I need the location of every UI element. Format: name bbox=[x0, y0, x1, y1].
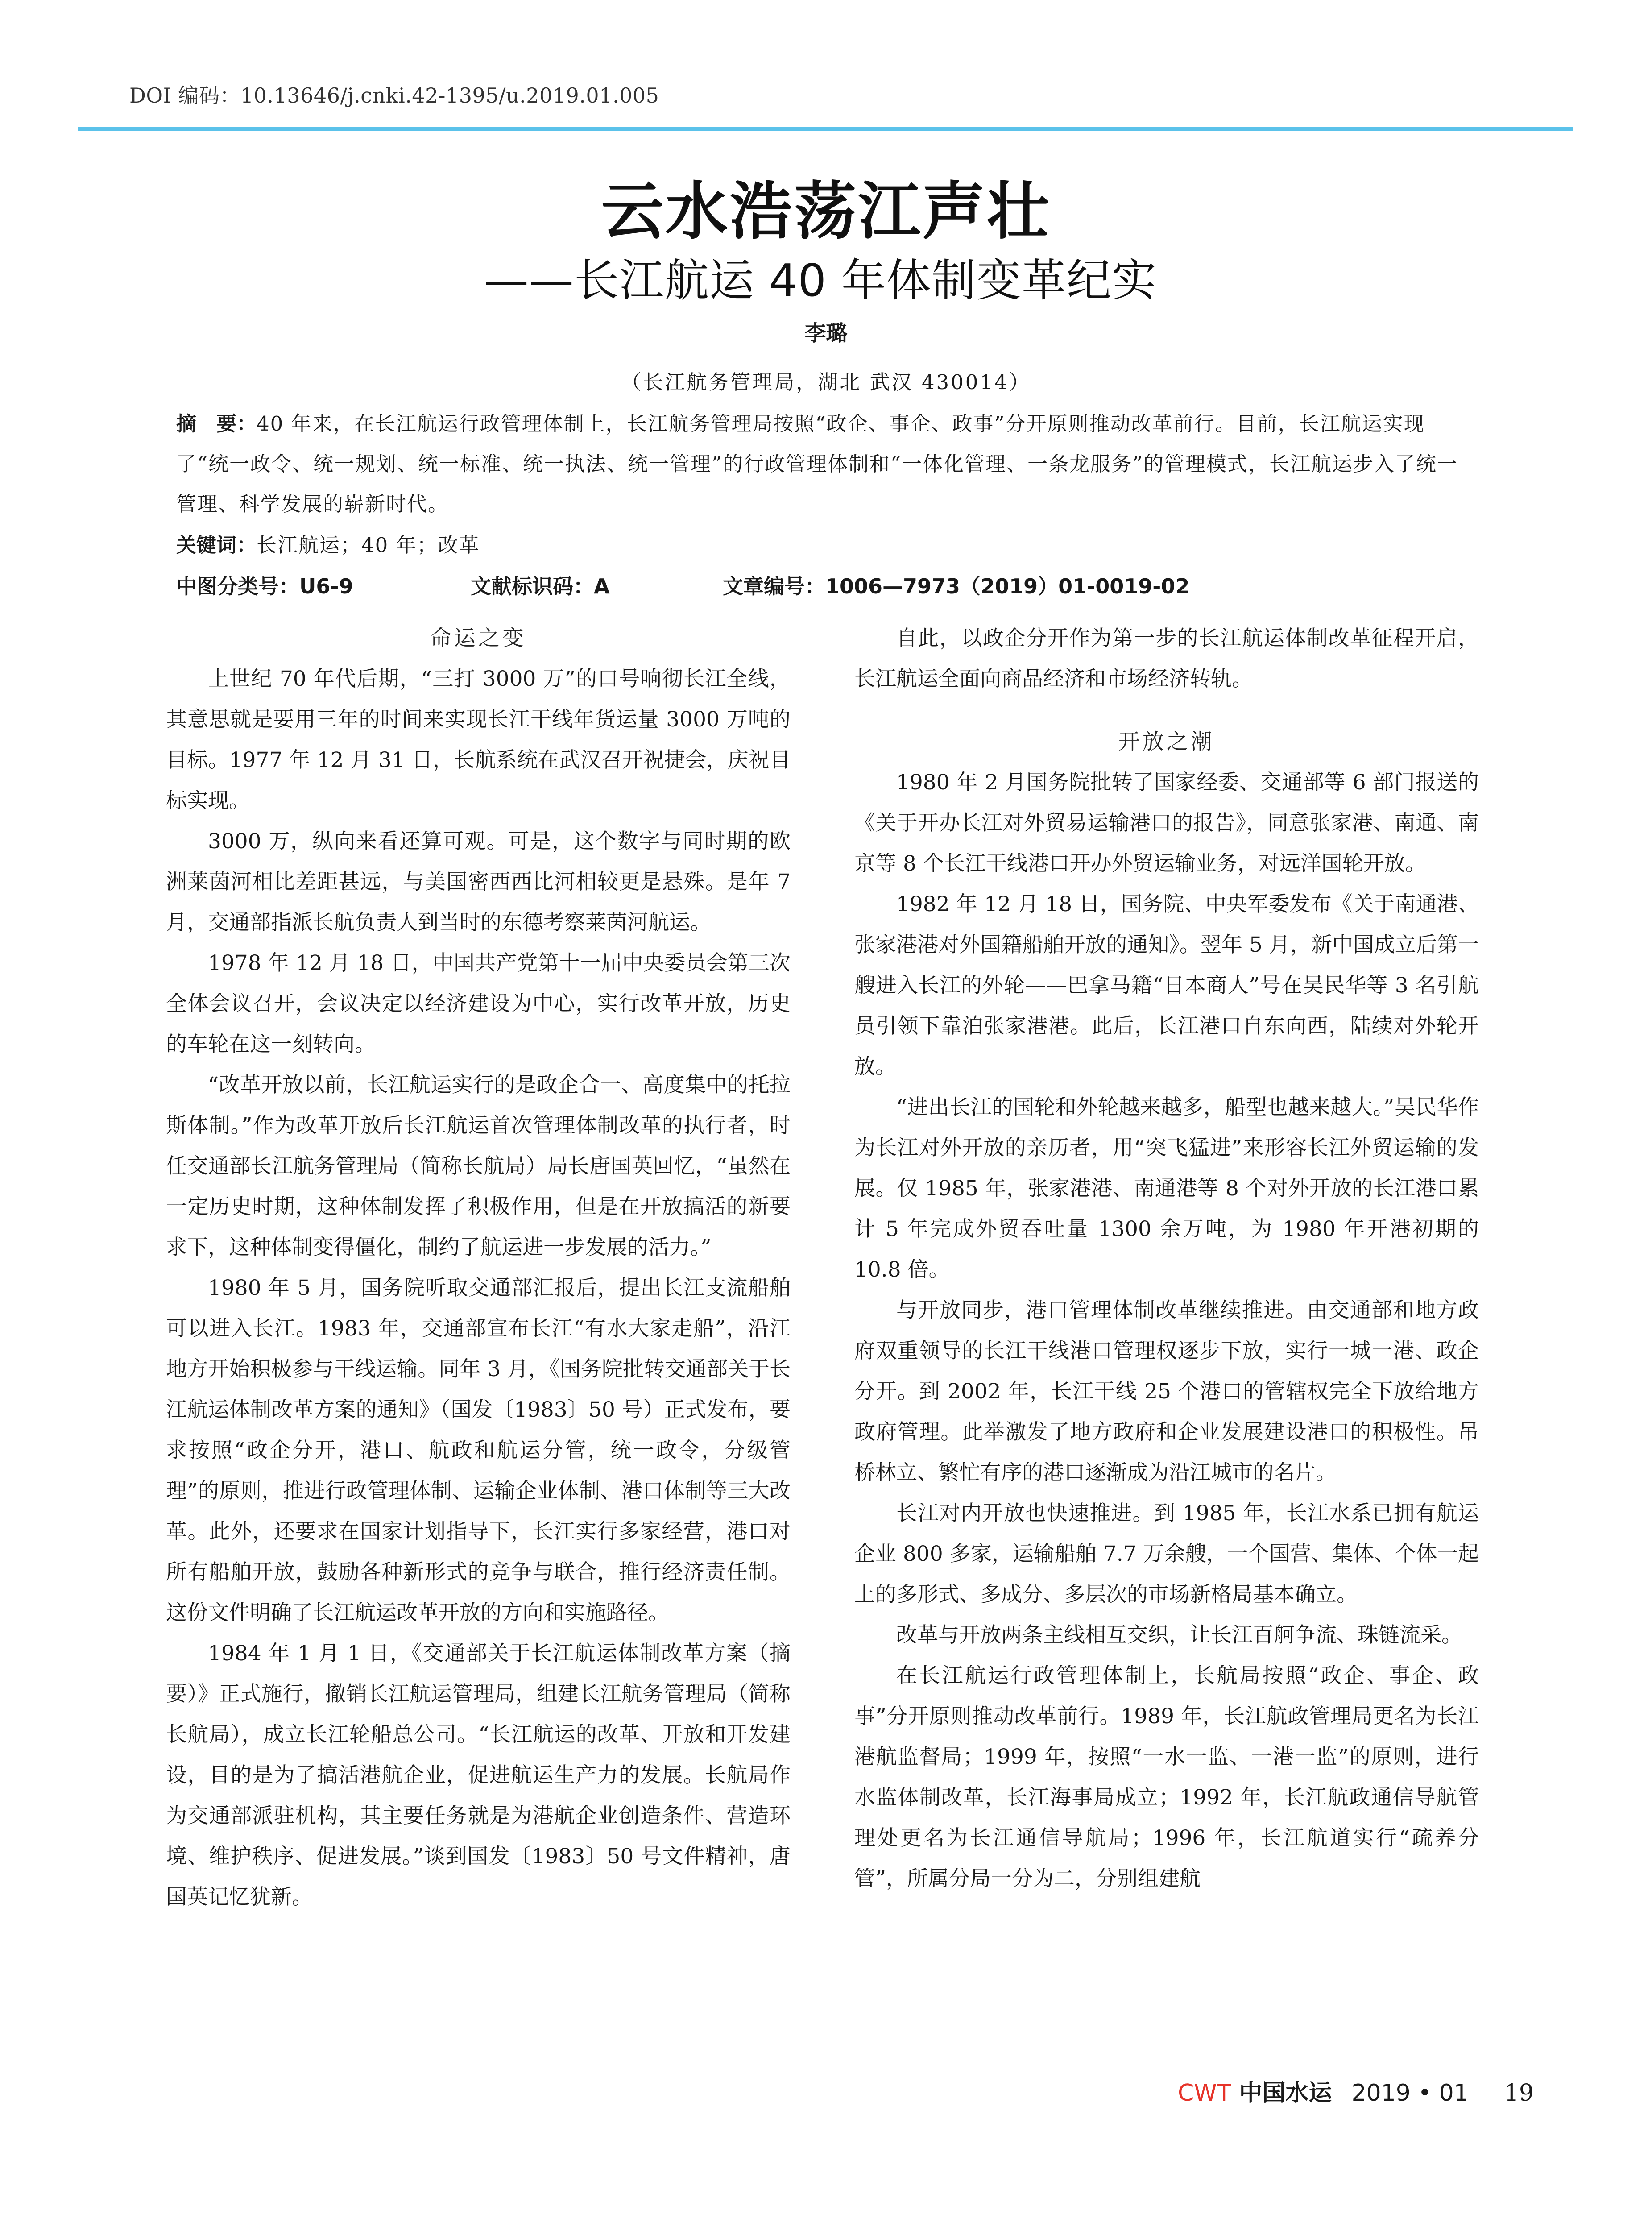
body-paragraph: 自此，以政企分开作为第一步的长江航运体制改革征程开启，长江航运全面向商品经济和市场经济转轨。 bbox=[854, 626, 1479, 691]
body-paragraph: 1980 年 2 月国务院批转了国家经委、交通部等 6 部门报送的《关于开办长江对外贸易运输港口的报告》，同意张家港、南通、南京等 8 个长江干线港口开办外贸运输业务，对远洋国轮开放。 bbox=[854, 770, 1479, 876]
document-code-label: 文献标识码： bbox=[471, 574, 594, 598]
keywords-text: 长江航运；40 年；改革 bbox=[257, 533, 480, 557]
body-paragraph: 长江对内开放也快速推进。到 1985 年，长江水系已拥有航运企业 800 多家，运输船舶 7.7 万余艘，一个国营、集体、个体一起上的多形式、多成分、多层次的市场新格局基本确立。 bbox=[854, 1501, 1479, 1607]
article-author: 李璐 bbox=[804, 321, 848, 346]
keywords bbox=[176, 529, 480, 558]
journal-name: 中国水运 bbox=[1239, 2079, 1332, 2107]
clc-label: 中图分类号： bbox=[176, 574, 299, 598]
abstract-text: 40 年来，在长江航运行政管理体制上，长江航务管理局按照“政企、事企、政事”分开原则推动改革前行。目前，长江航运实现了“统一政令、统一规划、统一标准、统一执法、统一管理”的行政管理体制和“一体化管理、一条龙服务”的管理模式，长江航运步入了统一管理、科学发展的崭新时代。 bbox=[176, 412, 1458, 516]
body-paragraph: 与开放同步，港口管理体制改革继续推进。由交通部和地方政府双重领导的长江干线港口管理权逐步下放，实行一城一港、政企分开。到 2002 年，长江干线 25 个港口的管辖权完全下放给地方政府管理。此举激发了地方政府和企业发展建设港口的积极性。吊桥林立、繁忙有序的港口逐渐成为沿江城市的名片。 bbox=[854, 1298, 1479, 1485]
body-paragraph: 1984 年 1 月 1 日，《交通部关于长江航运体制改革方案（摘要）》正式施行，撤销长江航运管理局，组建长江航务管理局（简称长航局），成立长江轮船总公司。“长江航运的改革、开放和开发建设，目的是为了搞活港航企业，促进航运生产力的发展。长航局作为交通部派驻机构，其主要任务就是为港航企业创造条件、营造环境、维护秩序、促进发展。”谈到国发〔1983〕50 号文件精神，唐国英记忆犹新。 bbox=[166, 1641, 791, 1909]
section-spacer bbox=[854, 699, 1479, 722]
abstract-label: 摘 要： bbox=[176, 412, 257, 435]
article-subtitle: ——长江航运 40 年体制变革纪实 bbox=[484, 254, 1157, 307]
section-heading-opening: 开放之潮 bbox=[1118, 729, 1215, 754]
article-number bbox=[723, 570, 1189, 600]
page-footer bbox=[1178, 2074, 1534, 2107]
page-number: 19 bbox=[1504, 2080, 1534, 2107]
article-number-label: 文章编号： bbox=[723, 574, 825, 598]
document-code bbox=[471, 570, 610, 600]
article-title: 云水浩荡江声壮 bbox=[601, 175, 1051, 248]
clc-number bbox=[176, 570, 353, 600]
header-divider bbox=[78, 127, 1573, 131]
body-paragraph: “进出长江的国轮和外轮越来越多，船型也越来越大。”吴民华作为长江对外开放的亲历者，用“突飞猛进”来形容长江外贸运输的发展。仅 1985 年，张家港港、南通港等 8 个对外开放的长江港口累计 5 年完成外贸吞吐量 1300 余万吨，为 1980 年开港初期的 10.8 倍。 bbox=[854, 1095, 1479, 1282]
abstract bbox=[176, 404, 1474, 524]
clc-value: U6-9 bbox=[299, 574, 353, 598]
section-heading-fate: 命运之变 bbox=[430, 626, 526, 651]
body-paragraph: 3000 万，纵向来看还算可观。可是，这个数字与同时期的欧洲莱茵河相比差距甚远，与美国密西西比河相较更是悬殊。是年 7 月，交通部指派长航负责人到当时的东德考察莱茵河航运。 bbox=[166, 829, 791, 935]
body-paragraph: 1980 年 5 月，国务院听取交通部汇报后，提出长江支流船舶可以进入长江。1983 年，交通部宣布长江“有水大家走船”，沿江地方开始积极参与干线运输。同年 3 月，《国务院批转交通部关于长江航运体制改革方案的通知》（国发〔1983〕50 号）正式发布，要求按照“政企分开，港口、航政和航运分管，统一政令，分级管理”的原则，推进行政管理体制、运输企业体制、港口体制等三大改革。此外，还要求在国家计划指导下，长江实行多家经营，港口对所有船舶开放，鼓励各种新形式的竞争与联合，推行经济责任制。这份文件明确了长江航运改革开放的方向和实施路径。 bbox=[166, 1276, 791, 1625]
body-paragraph: 改革与开放两条主线相互交织，让长江百舸争流、珠链流采。 bbox=[896, 1623, 1462, 1647]
issue-date: 2019 • 01 bbox=[1351, 2080, 1469, 2107]
right-column bbox=[854, 618, 1479, 1899]
left-column bbox=[166, 618, 791, 1917]
doi-code: DOI 编码：10.13646/j.cnki.42-1395/u.2019.01.005 bbox=[129, 83, 659, 108]
journal-logo: CWT bbox=[1178, 2080, 1231, 2107]
body-paragraph: 1978 年 12 月 18 日，中国共产党第十一届中央委员会第三次全体会议召开，会议决定以经济建设为中心，实行改革开放，历史的车轮在这一刻转向。 bbox=[166, 951, 791, 1057]
keywords-label: 关键词： bbox=[176, 533, 257, 557]
author-affiliation: （长江航务管理局，湖北 武汉 430014） bbox=[621, 370, 1031, 394]
body-paragraph: “改革开放以前，长江航运实行的是政企合一、高度集中的托拉斯体制。”作为改革开放后长江航运首次管理体制改革的执行者，时任交通部长江航务管理局（简称长航局）局长唐国英回忆，“虽然在一定历史时期，这种体制发挥了积极作用，但是在开放搞活的新要求下，这种体制变得僵化，制约了航运进一步发展的活力。” bbox=[166, 1073, 791, 1260]
article-number-value: 1006—7973（2019）01-0019-02 bbox=[825, 574, 1190, 598]
body-paragraph: 在长江航运行政管理体制上，长航局按照“政企、事企、政事”分开原则推动改革前行。1989 年，长江航政管理局更名为长江港航监督局；1999 年，按照“一水一监、一港一监”的原则，进行水监体制改革，长江海事局成立；1992 年，长江航政通信导航管理处更名为长江通信导航局；1996 年，长江航道实行“疏养分管”，所属分局一分为二，分别组建航 bbox=[854, 1663, 1479, 1891]
document-code-value: A bbox=[594, 574, 610, 598]
body-paragraph: 上世纪 70 年代后期，“三打 3000 万”的口号响彻长江全线，其意思就是要用三年的时间来实现长江干线年货运量 3000 万吨的目标。1977 年 12 月 31 日，长航系统在武汉召开祝捷会，庆祝目标实现。 bbox=[166, 667, 791, 813]
body-paragraph: 1982 年 12 月 18 日，国务院、中央军委发布《关于南通港、张家港港对外国籍船舶开放的通知》。翌年 5 月，新中国成立后第一艘进入长江的外轮——巴拿马籍“日本商人”号在吴民华等 3 名引航员引领下靠泊张家港港。此后，长江港口自东向西，陆续对外轮开放。 bbox=[854, 892, 1479, 1079]
